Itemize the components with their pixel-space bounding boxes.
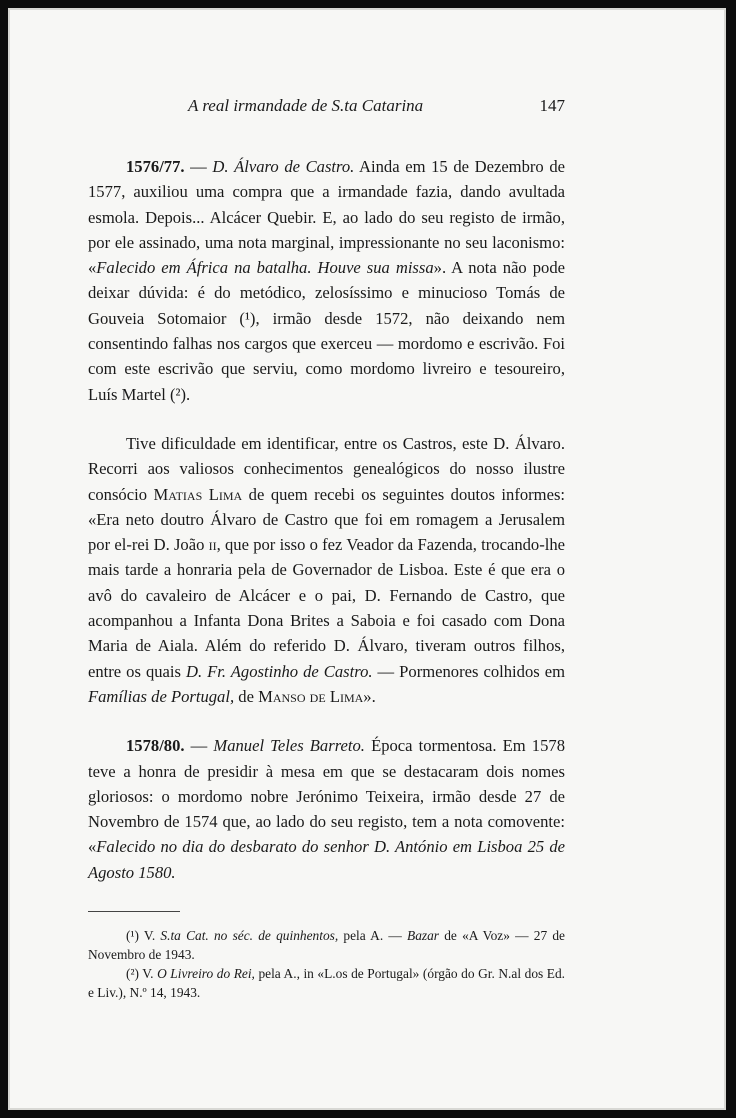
- book-page: [8, 8, 726, 1110]
- book-title: Famílias de Portugal,: [88, 686, 235, 706]
- paragraph-text: de: [234, 686, 259, 706]
- paragraph-text: Época tormentosa. Em 1578 teve a honra de presidir à mesa em que se destacaram dois nomes gloriosos: o mordomo nobre Jerónimo Teixeira, irmão desde 27 de Novembro de 1574 que, ao lado do seu registo, tem a nota comovente: «: [88, 736, 565, 857]
- journal-title: Bazar: [407, 928, 440, 944]
- footnote-rule: [88, 911, 180, 912]
- paragraph-text: Tive dificuldade em identificar, entre os Castros, este D. Álvaro. Recorri aos valiosos conhecimentos genealógicos do nosso ilustre consócio: [88, 433, 565, 504]
- paragraph-text: ». A nota não pode deixar dúvida: é do metódico, zelosíssimo e minucioso Tomás de Gouveia Sotomaior (¹), irmão desde 1572, não deixando nem consentindo falhas nos cargos que exerceu — mordomo e escrivão. Foi com este escrivão que serviu, como mordomo livreiro e tesoureiro, Luís Martel (²).: [88, 258, 565, 404]
- marginal-note-quote: Falecido no dia do desbarato do senhor D. António em Lisboa 25 de Agosto 1580.: [88, 837, 565, 882]
- footnote-marker: (¹): [126, 928, 139, 944]
- author-name: Manso de Lima: [258, 686, 364, 706]
- page-content: [88, 96, 565, 1002]
- footnote-text: pela A., in «L.os de Portugal» (órgão do Gr. N.al dos Ed. e Liv.), N.º 14, 1943.: [88, 966, 565, 1001]
- page-number: 147: [539, 96, 565, 115]
- paragraph-text: Ainda em 15 de Dezembro de 1577, auxiliou uma compra que a irmandade fazia, dando avultada esmola. Depois... Alcácer Quebir. E, ao lado do seu registo de irmão, por ele assinado, uma nota marginal, impressionante no seu laconismo: «: [88, 157, 565, 278]
- paragraph-text: , que por isso o fez Veador da Fazenda, trocando-lhe mais tarde a honraria pela de Governador de Lisboa. Este é que era o avô do cavaleiro de Alcácer e o pai, D. Fernando de Castro, que acompanhou a Infanta Dona Brites a Saboia e foi casado com Dona Maria de Aiala. Além do referido D. Álvaro, tiveram outros filhos, entre os quais: [88, 535, 566, 681]
- paragraph-text: ».: [363, 686, 376, 706]
- running-head: [88, 96, 565, 120]
- entry-date: 1576/77.: [126, 157, 185, 176]
- footnotes: [88, 926, 565, 1002]
- footnote-text: V.: [138, 928, 161, 944]
- footnote-text: V.: [138, 966, 158, 982]
- running-title: A real irmandade de S.ta Catarina: [188, 96, 424, 115]
- regnal-number: ii: [208, 535, 217, 555]
- entry-date: 1578/80.: [126, 736, 185, 756]
- footnote-1: [88, 926, 565, 964]
- body-text: [88, 154, 565, 885]
- footnote-text: de «A Voz» — 27 de Novembro de 1943.: [88, 928, 565, 963]
- work-title: S.ta Cat. no séc. de quinhentos,: [160, 928, 339, 944]
- person-name: Manuel Teles Barreto.: [213, 736, 365, 756]
- paragraph-text: de quem recebi os seguintes doutos informes: «Era neto doutro Álvaro de Castro que foi em romagem a Jerusalem por el-rei D. João: [88, 484, 566, 555]
- person-name: D. Fr. Agostinho de Castro.: [186, 661, 373, 681]
- footnote-text: pela A. —: [338, 928, 408, 944]
- marginal-note-quote: Falecido em África na batalha. Houve sua missa: [96, 258, 434, 278]
- footnote-marker: (²): [126, 966, 139, 982]
- paragraph-1576-77: [88, 154, 565, 407]
- footnote-2: [88, 964, 565, 1002]
- paragraph-castros: [88, 431, 565, 709]
- paragraph-1578-80: [88, 733, 565, 885]
- dash-separator: —: [184, 736, 214, 756]
- paragraph-text: — Pormenores colhidos em: [372, 661, 565, 681]
- person-name: D. Álvaro de Castro.: [212, 157, 355, 176]
- work-title: O Livreiro do Rei,: [157, 966, 255, 982]
- dash-separator: —: [184, 157, 213, 176]
- author-name: Matias Lima: [153, 484, 243, 504]
